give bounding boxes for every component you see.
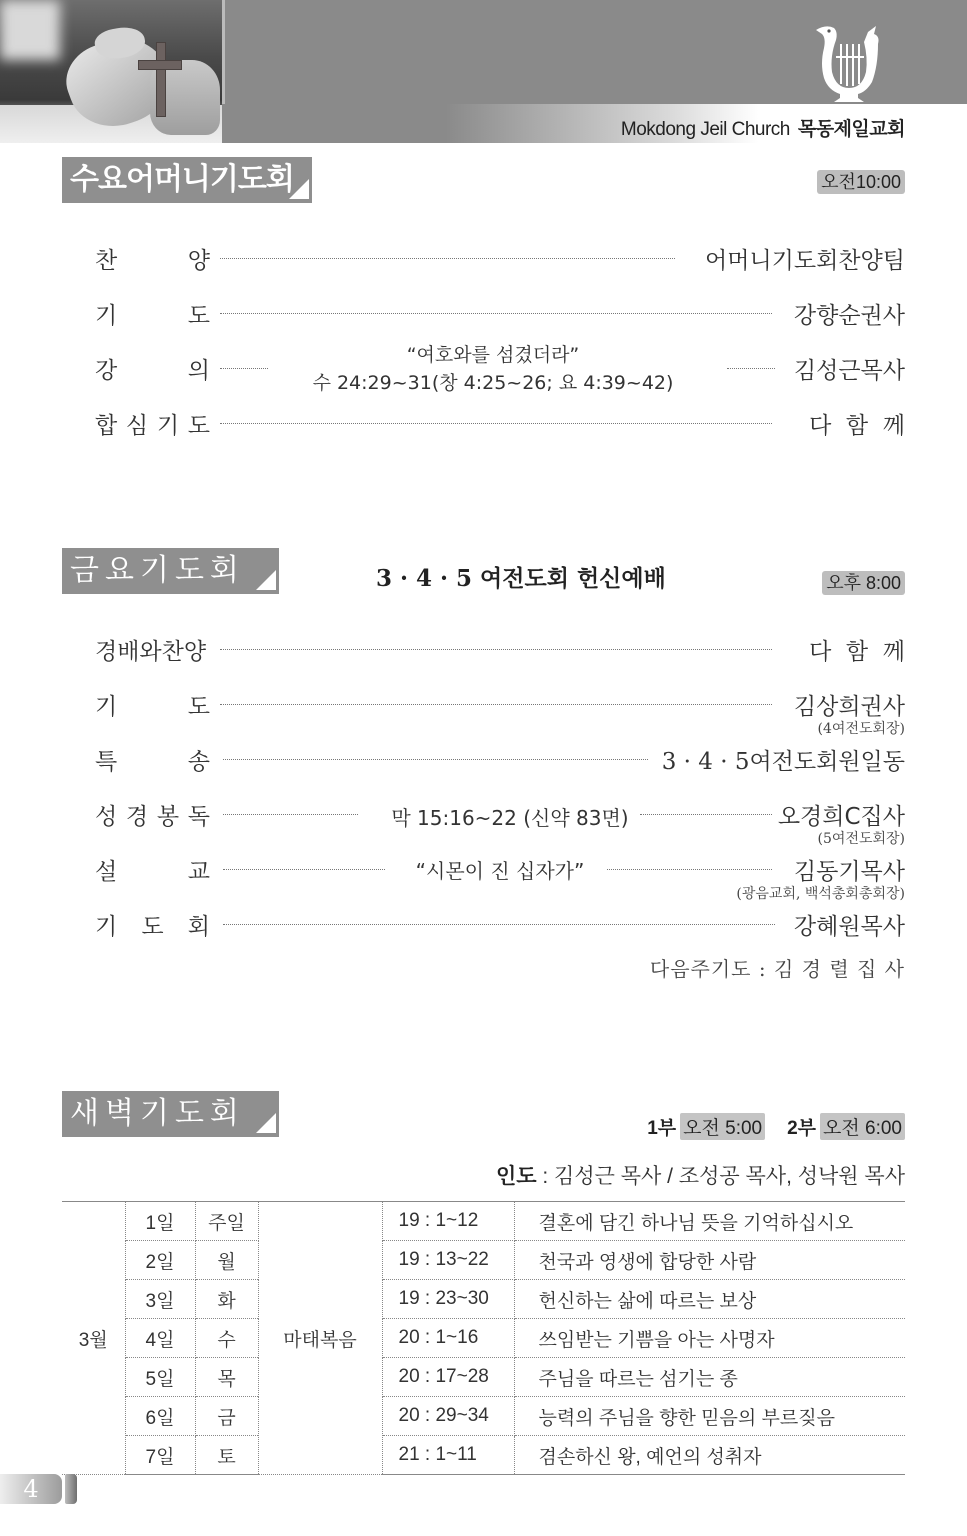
lyre-dove-logo-icon (812, 22, 886, 102)
session1-label: 1부 (647, 1118, 677, 1139)
order-person: 오경희C집사 (777, 804, 905, 830)
month-cell: 3월 (62, 1202, 125, 1475)
table-row (62, 1436, 905, 1475)
session2-label: 2부 (787, 1118, 817, 1139)
order-label: 합 심 기 도 (95, 413, 210, 439)
sermon-title: “여호와를 섬겼더라” (406, 344, 580, 366)
page-corner-icon (256, 570, 276, 590)
dotted-leader (727, 368, 775, 369)
table-row (62, 1241, 905, 1280)
order-person-note: (광음교회, 백석총회총회장) (736, 886, 905, 902)
dotted-leader (220, 313, 772, 314)
order-person: 다 함 께 (809, 413, 905, 439)
title-cell: 천국과 영생에 합당한 사람 (514, 1241, 905, 1280)
order-person: 어머니기도회찬양팀 (705, 248, 905, 274)
church-name-en: Mokdong Jeil Church (620, 119, 790, 140)
day-cell: 2일 (125, 1241, 195, 1280)
day-cell: 6일 (125, 1397, 195, 1436)
table-row (62, 1397, 905, 1436)
dotted-leader (223, 814, 358, 815)
section-title-text: 새벽기도회 (70, 1096, 245, 1131)
page-tab-decoration (65, 1474, 77, 1504)
order-person: 강혜원목사 (793, 914, 905, 940)
title-cell: 결혼에 담긴 하나님 뜻을 기억하십시오 (514, 1202, 905, 1241)
dawn-schedule-table (62, 1201, 905, 1475)
table-row (62, 1319, 905, 1358)
table-row (62, 1280, 905, 1319)
order-person-note: (5여전도회장) (817, 831, 905, 847)
order-person-note: (4여전도회장) (817, 721, 905, 737)
reference-cell: 20 : 1~16 (382, 1319, 514, 1358)
reference-cell: 20 : 17~28 (382, 1358, 514, 1397)
day-cell: 1일 (125, 1202, 195, 1241)
order-person: 강향순권사 (793, 303, 905, 329)
section-title-friday (62, 548, 279, 594)
order-label: 경배와찬양 (95, 639, 207, 665)
order-label: 성 경 봉 독 (95, 804, 210, 830)
order-row (95, 297, 905, 329)
dotted-leader (220, 258, 675, 259)
day-cell: 5일 (125, 1358, 195, 1397)
cross-icon (138, 60, 182, 70)
order-row (95, 743, 905, 775)
dotted-leader (220, 423, 772, 424)
weekday-cell: 화 (195, 1280, 258, 1319)
dotted-leader (223, 924, 775, 925)
order-label: 기 도 (95, 694, 210, 720)
dawn-session-times (647, 1113, 905, 1140)
weekday-cell: 토 (195, 1436, 258, 1475)
time-badge-friday: 오후 8:00 (822, 571, 905, 595)
title-cell: 쓰임받는 기쁨을 아는 사명자 (514, 1319, 905, 1358)
day-cell: 7일 (125, 1436, 195, 1475)
dotted-leader (640, 814, 772, 815)
order-label: 설 교 (95, 859, 210, 885)
dotted-leader (223, 759, 648, 760)
page-number: 4 (0, 1474, 62, 1504)
order-person: 3 · 4 · 5여전도회원일동 (661, 749, 905, 775)
leaders-label: 인도 (495, 1165, 537, 1188)
title-cell: 헌신하는 삶에 따르는 보상 (514, 1280, 905, 1319)
order-label: 강 의 (95, 358, 210, 384)
day-cell: 4일 (125, 1319, 195, 1358)
dotted-leader (220, 704, 772, 705)
section-title-dawn (62, 1091, 279, 1137)
leaders-names: : 김성근 목사 / 조성공 목사, 성낙원 목사 (536, 1165, 905, 1188)
reference-cell: 19 : 23~30 (382, 1280, 514, 1319)
dotted-leader (607, 869, 772, 870)
order-label: 특 송 (95, 749, 210, 775)
weekday-cell: 수 (195, 1319, 258, 1358)
order-person: 김성근목사 (793, 358, 905, 384)
sermon-title: “시몬이 진 십자가” (415, 859, 585, 883)
table-row (62, 1202, 905, 1241)
order-row (95, 853, 905, 902)
photo-background (0, 0, 60, 60)
page-corner-icon (256, 1113, 276, 1133)
order-person: 김동기목사 (793, 859, 905, 885)
section-title-wednesday (62, 157, 312, 203)
dotted-leader (220, 368, 268, 369)
dotted-leader (223, 869, 385, 870)
title-cell: 능력의 주님을 향한 믿음의 부르짖음 (514, 1397, 905, 1436)
reference-cell: 20 : 29~34 (382, 1397, 514, 1436)
cross-icon (156, 42, 166, 117)
order-row (95, 908, 905, 940)
order-row (95, 407, 905, 439)
title-cell: 겸손하신 왕, 예언의 성취자 (514, 1436, 905, 1475)
session2-time: 오전 6:00 (820, 1113, 905, 1140)
section-title-text: 수요어머니기도회 (70, 162, 294, 197)
order-row (95, 633, 905, 665)
church-name (621, 114, 905, 141)
scripture-reference: 수 24:29~31(창 4:25~26; 요 4:39~42) (312, 372, 674, 394)
weekday-cell: 주일 (195, 1202, 258, 1241)
session1-time: 오전 5:00 (680, 1113, 765, 1140)
dotted-leader (220, 649, 772, 650)
order-person: 다 함 께 (809, 639, 905, 665)
order-label: 기 도 회 (95, 914, 210, 940)
time-badge-wednesday: 오전10:00 (817, 170, 905, 194)
reference-cell: 21 : 1~11 (382, 1436, 514, 1475)
weekday-cell: 월 (195, 1241, 258, 1280)
day-cell: 3일 (125, 1280, 195, 1319)
order-row (95, 688, 905, 737)
order-row (95, 242, 905, 274)
book-cell: 마태복음 (258, 1202, 382, 1475)
next-week-prayer: 다음주기도 : 김 경 렬 집 사 (649, 957, 905, 981)
church-name-ko: 목동제일교회 (797, 119, 905, 140)
table-row (62, 1358, 905, 1397)
order-label: 기 도 (95, 303, 210, 329)
section-title-text: 금요기도회 (70, 553, 245, 588)
title-cell: 주님을 따르는 섬기는 종 (514, 1358, 905, 1397)
page-header (0, 0, 967, 143)
scripture-reading: 막 15:16~22 (신약 83면) (391, 806, 629, 830)
order-person: 김상희권사 (793, 694, 905, 720)
reference-cell: 19 : 1~12 (382, 1202, 514, 1241)
weekday-cell: 목 (195, 1358, 258, 1397)
weekday-cell: 금 (195, 1397, 258, 1436)
reference-cell: 19 : 13~22 (382, 1241, 514, 1280)
friday-theme: 3 · 4 · 5 여전도회 헌신예배 (376, 565, 666, 592)
order-row (95, 798, 905, 847)
praying-hands-photo (0, 0, 222, 143)
order-label: 찬 양 (95, 248, 210, 274)
dawn-leaders (496, 1160, 905, 1190)
